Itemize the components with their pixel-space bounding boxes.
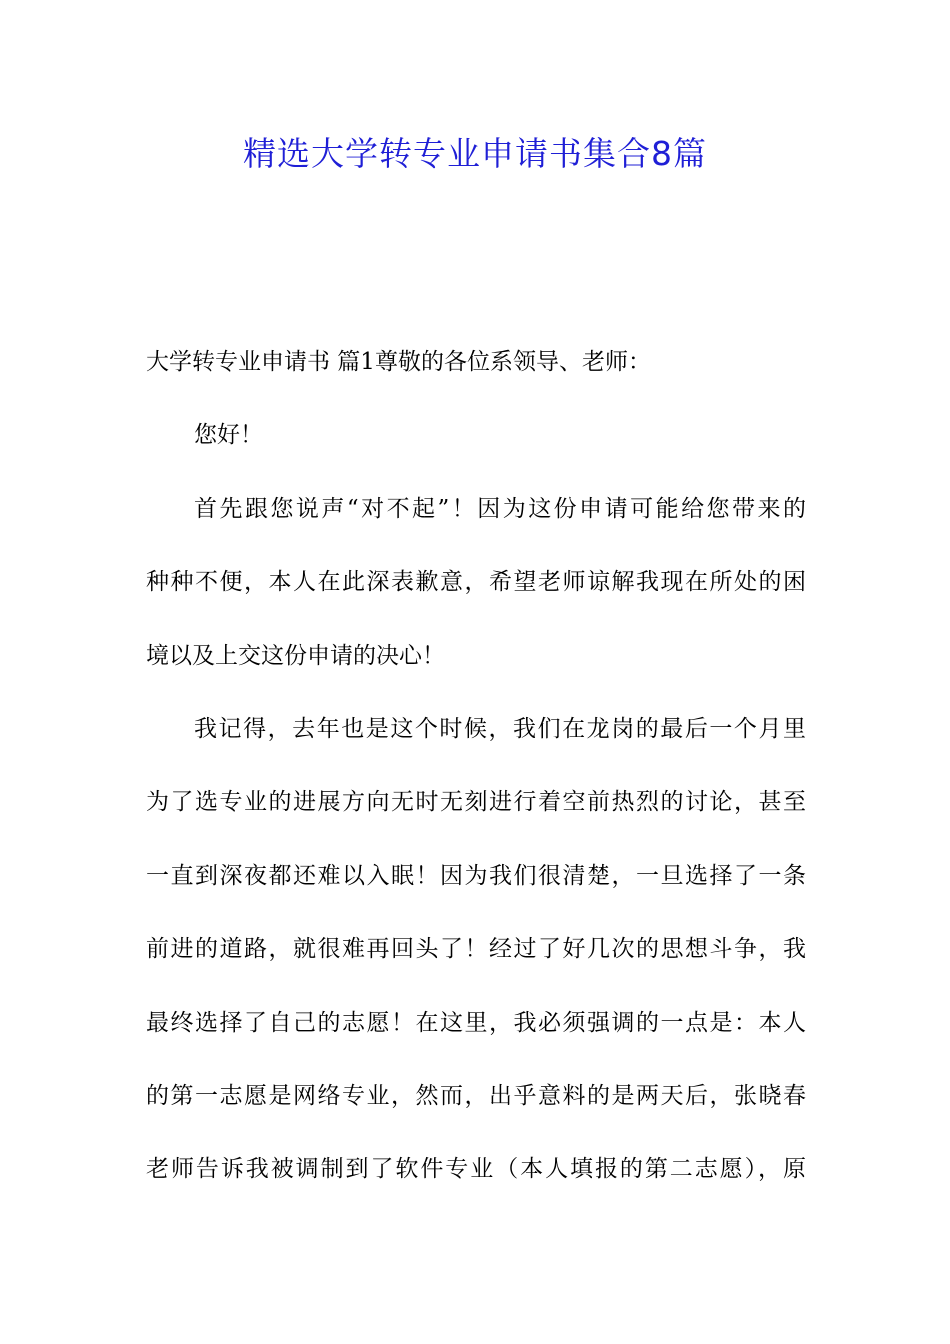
body-line: 前进的道路，就很难再回头了！经过了好几次的思想斗争，我 bbox=[146, 936, 806, 963]
body-line-salutation: 大学转专业申请书 篇1尊敬的各位系领导、老师： bbox=[146, 349, 651, 375]
body-line: 一直到深夜都还难以入眠！因为我们很清楚，一旦选择了一条 bbox=[146, 862, 806, 889]
body-line: 最终选择了自己的志愿！在这里，我必须强调的一点是：本人 bbox=[146, 1009, 806, 1036]
body-line: 为了选专业的进展方向无时无刻进行着空前热烈的讨论，甚至 bbox=[146, 789, 806, 816]
document-body bbox=[146, 339, 806, 1220]
body-line: 老师告诉我被调制到了软件专业（本人填报的第二志愿），原 bbox=[146, 1156, 806, 1183]
body-line: 首先跟您说声“对不起”！因为这份申请可能给您带来的 bbox=[194, 495, 806, 522]
body-line: 的第一志愿是网络专业，然而，出乎意料的是两天后，张晓春 bbox=[146, 1082, 806, 1109]
body-line: 种种不便，本人在此深表歉意，希望老师谅解我现在所处的困 bbox=[146, 569, 806, 596]
body-line: 境以及上交这份申请的决心！ bbox=[146, 642, 445, 669]
body-line: 我记得，去年也是这个时候，我们在龙岗的最后一个月里 bbox=[194, 715, 806, 742]
document-title: 精选大学转专业申请书集合8篇 bbox=[243, 134, 707, 173]
body-line-greeting: 您好！ bbox=[194, 422, 263, 449]
